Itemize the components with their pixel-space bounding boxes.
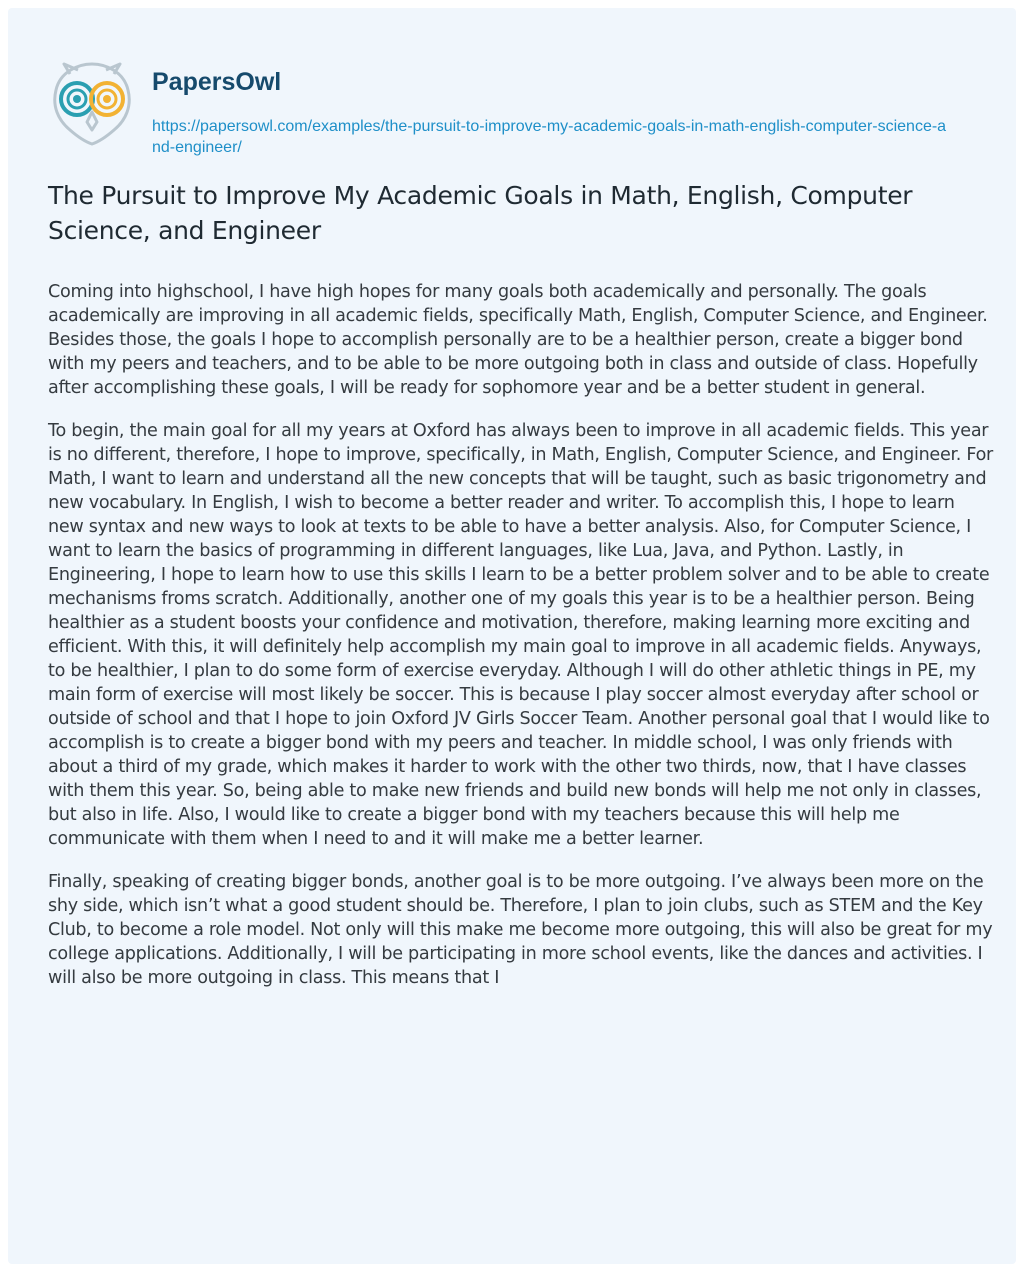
owl-logo-icon[interactable] <box>48 60 136 146</box>
essay-body <box>48 280 993 1009</box>
source-url-link[interactable]: https://papersowl.com/examples/the-pursuit-to-improve-my-academic-goals-in-math-english-computer-science-and-engineer/ <box>152 118 947 156</box>
essay-paragraph: Coming into highschool, I have high hopes for many goals both academically and personally. The goals academically are improving in all academic fields, specifically Math, English, Computer Science, and Engineer. Besides those, the goals I hope to accomplish personally are to be a healthier person, create a bigger bond with my peers and teachers, and to be able to be more outgoing both in class and outside of class. Hopefully after accomplishing these goals, I will be ready for sophomore year and be a better student in general. <box>48 282 988 398</box>
essay-title: The Pursuit to Improve My Academic Goals in Math, English, Computer Science, and Engineer <box>48 181 913 245</box>
page-background <box>8 8 1016 1264</box>
site-header <box>48 60 988 160</box>
essay-paragraph: To begin, the main goal for all my years at Oxford has always been to improve in all academic fields. This year is no different, therefore, I hope to improve, specifically, in Math, English, Computer Science, and Engineer. For Math, I want to learn and understand all the new concepts that will be taught, such as basic trigonometry and new vocabulary. In English, I wish to become a better reader and writer. To accomplish this, I hope to learn new syntax and new ways to look at texts to be able to have a better analysis. Also, for Computer Science, I want to learn the basics of programming in different languages, like Lua, Java, and Python. Lastly, in Engineering, I hope to learn how to use this skills I learn to be a better problem solver and to be able to create mechanisms froms scratch. Additionally, another one of my goals this year is to be a healthier person. Being healthier as a student boosts your confidence and motivation, therefore, making learning more exciting and efficient. With this, it will definitely help accomplish my main goal to improve in all academic fields. Anyways, to be healthier, I plan to do some form of exercise everyday. Although I will do other athletic things in PE, my main form of exercise will most likely be soccer. This is because I play soccer almost everyday after school or outside of school and that I hope to join Oxford JV Girls Soccer Team. Another personal goal that I would like to accomplish is to create a bigger bond with my peers and teacher. In middle school, I was only friends with about a third of my grade, which makes it harder to work with the other two thirds, now, that I have classes with them this year. So, being able to make new friends and build new bonds will help me not only in classes, but also in life. Also, I would like to create a bigger bond with my teachers because this will help me communicate with them when I need to and it will make me a better learner. <box>48 421 993 849</box>
brand-block <box>152 68 982 158</box>
brand-name[interactable]: PapersOwl <box>152 68 282 96</box>
essay-paragraph: Finally, speaking of creating bigger bonds, another goal is to be more outgoing. I’ve always been more on the shy side, which isn’t what a good student should be. Therefore, I plan to join clubs, such as STEM and the Key Club, to become a role model. Not only will this make me become more outgoing, this will also be great for my college applications. Additionally, I will be participating in more school events, like the dances and activities. I will also be more outgoing in class. This means that I <box>48 872 993 988</box>
